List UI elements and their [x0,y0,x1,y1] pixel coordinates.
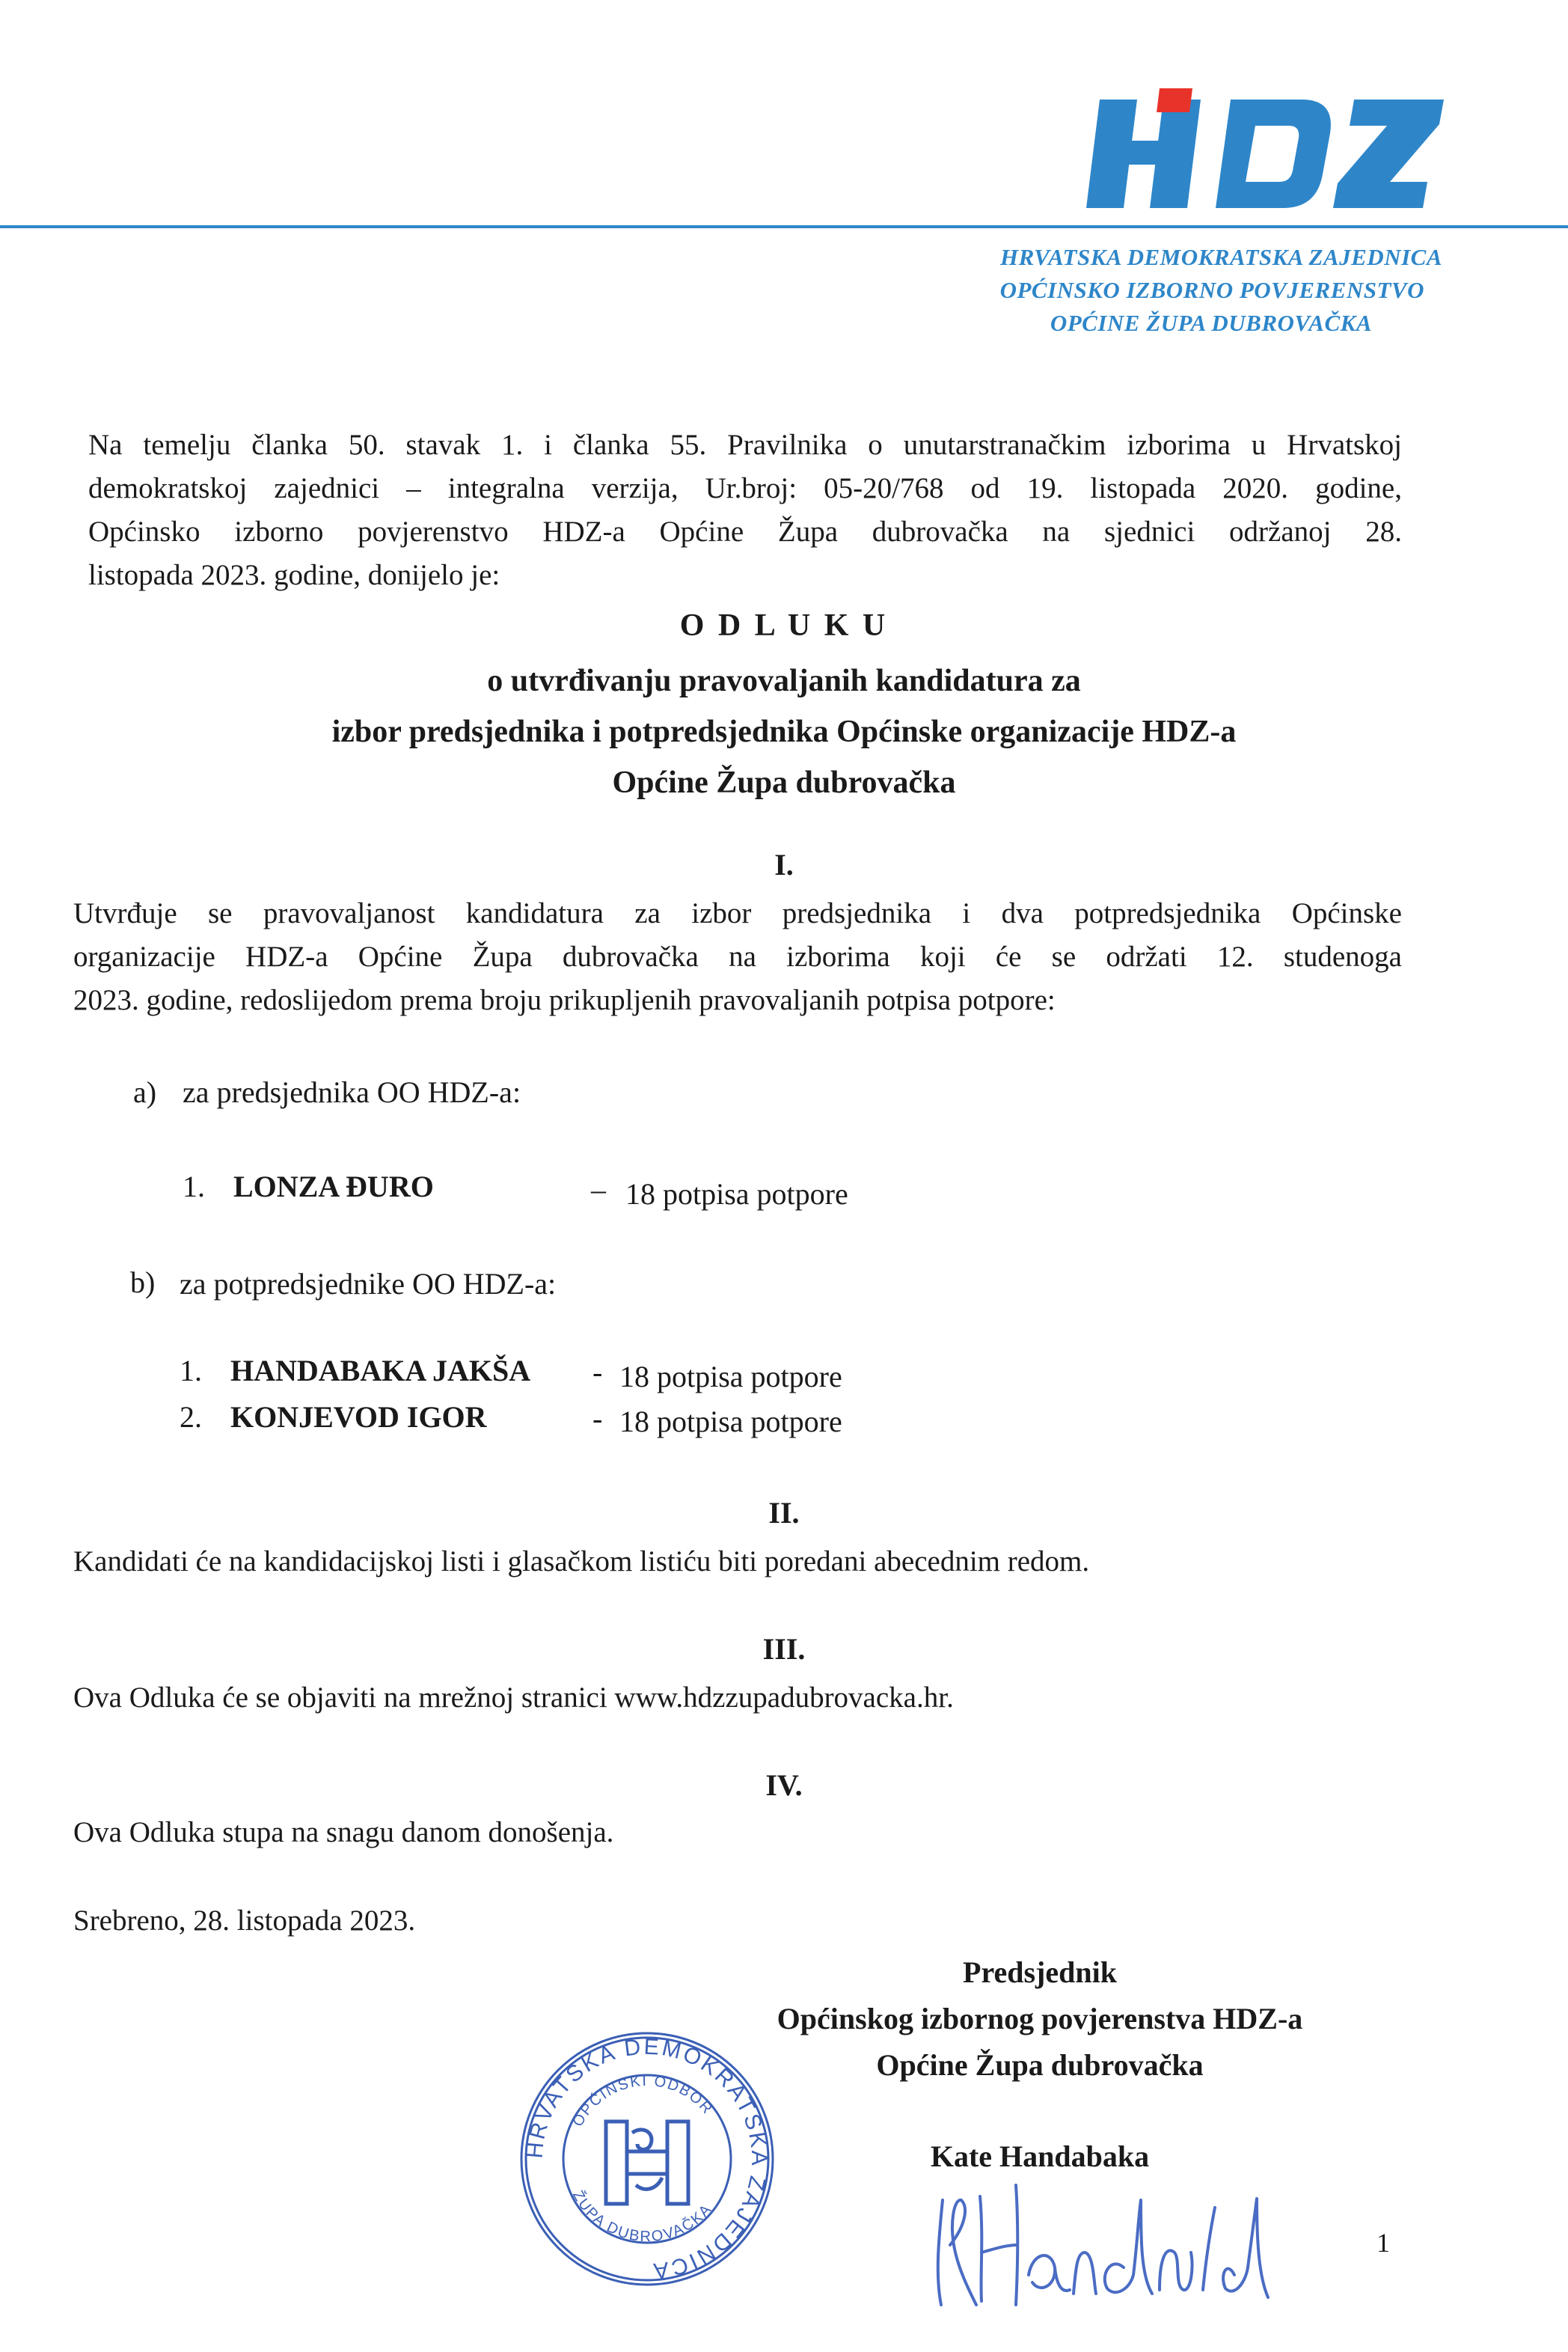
list-a-label: za predsjednika OO HDZ-a: [183,1075,521,1109]
candidate-dash: – [591,1173,606,1206]
section-1-line-1: Utvrđuje se pravovaljanost kandidatura za izbor predsjednika i dva potpredsjednika Općinske [73,897,1402,929]
place-date: Srebreno, 28. listopada 2023. [73,1904,416,1937]
official-stamp [509,2020,785,2297]
candidate-dash: - [592,1402,603,1435]
section-1-line-3: 2023. godine, redoslijedom prema broju prikupljenih pravovaljanih potpisa potpore: [73,984,1056,1016]
svg-text:OPĆINSKI ODBOR [569,2073,716,2130]
org-municipality: OPĆINE ŽUPA DUBROVAČKA [1050,310,1372,336]
candidate-support: 18 potpisa potpore [619,1360,842,1393]
candidate-number: 1. [183,1170,205,1203]
candidate-number: 1. [180,1354,202,1387]
org-committee: OPĆINSKO IZBORNO POVJERENSTVO [999,277,1424,303]
section-2-heading: II. [768,1496,800,1530]
section-1-line-2: organizacije HDZ-a Općine Župa dubrovačka na izborima koji će se održati 12. studenoga [73,941,1402,973]
signatory-municipality: Općine Župa dubrovačka [876,2048,1204,2082]
candidate-number: 2. [180,1400,202,1434]
candidate-support: 18 potpisa potpore [625,1177,848,1211]
svg-text:HRVATSKA DEMOKRATSKA ZAJEDNICA [523,2035,771,2284]
decision-title: O D L U K U [679,608,889,643]
stamp-inner-top: OPĆINSKI ODBOR [569,2072,717,2130]
candidate-support: 18 potpisa potpore [619,1405,842,1438]
intro-line-1: Na temelju članka 50. stavak 1. i članka 55. Pravilnika o unutarstranačkim izborima u Hrvatskoj [88,429,1402,461]
header-rule [0,222,1568,232]
signatory-name: Kate Handabaka [930,2139,1150,2173]
list-b-marker: b) [130,1265,156,1299]
signatory-body: Općinskog izbornog povjerenstva HDZ-a [777,2002,1303,2035]
page-number: 1 [1376,2228,1390,2258]
list-a-marker: a) [133,1075,157,1109]
svg-text:ŽUPA DUBROVAČKA [569,2187,715,2245]
section-2-text: Kandidati će na kandidacijskoj listi i glasačkom listiću biti poredani abecednim redom. [73,1545,1090,1577]
intro-line-4: listopada 2023. godine, donijelo je: [88,559,500,591]
hdz-logo [1077,88,1451,216]
section-4-heading: IV. [765,1768,803,1802]
candidate-dash: - [592,1355,603,1389]
section-4-text: Ova Odluka stupa na snagu danom donošenja. [73,1816,614,1848]
decision-subtitle-2: izbor predsjednika i potpredsjednika Općinske organizacije HDZ-a [331,715,1237,749]
section-3-text: Ova Odluka će se objaviti na mrežnoj stranici www.hdzzupadubrovacka.hr. [73,1681,954,1714]
candidate-name: LONZA ĐURO [233,1170,434,1203]
section-3-heading: III. [762,1632,806,1666]
intro-line-2: demokratskoj zajednici – integralna verzija, Ur.broj: 05-20/768 od 19. listopada 2020. godine, [88,472,1402,504]
handwritten-signature [928,2155,1332,2320]
signatory-title: Predsjednik [963,1955,1117,1989]
candidate-name: KONJEVOD IGOR [230,1400,487,1434]
decision-subtitle-1: o utvrđivanju pravovaljanih kandidatura za [487,664,1081,698]
list-b-label: za potpredsjednike OO HDZ-a: [180,1267,557,1301]
org-name: HRVATSKA DEMOKRATSKA ZAJEDNICA [999,244,1442,270]
candidate-name: HANDABAKA JAKŠA [230,1354,531,1387]
intro-line-3: Općinsko izborno povjerenstvo HDZ-a Općine Župa dubrovačka na sjednici održanoj 28. [88,516,1402,548]
stamp-inner-bottom: ŽUPA DUBROVAČKA [569,2187,716,2246]
decision-subtitle-3: Općine Župa dubrovačka [612,766,956,800]
stamp-outer-text: HRVATSKA DEMOKRATSKA ZAJEDNICA [522,2034,772,2284]
section-1-heading: I. [774,848,794,882]
